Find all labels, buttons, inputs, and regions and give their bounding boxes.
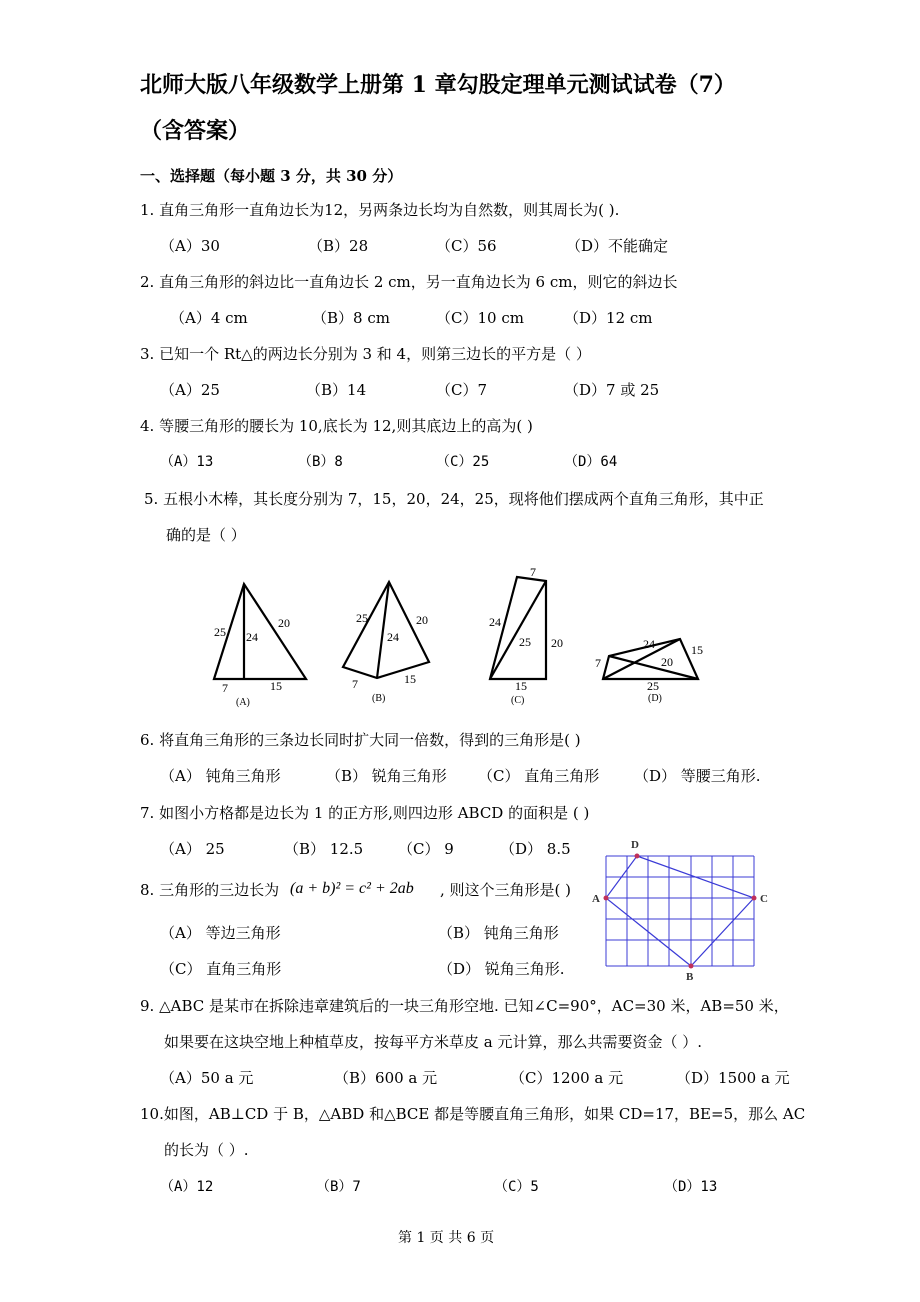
q1-option-a: （A）30 xyxy=(160,237,220,255)
vertex-point-d xyxy=(635,854,640,859)
q3-option-b: （B）14 xyxy=(306,381,367,399)
fig-c-caption: (C) xyxy=(511,695,525,706)
q8-option-d: （D） 锐角三角形. xyxy=(438,960,565,978)
quadrilateral-abcd xyxy=(606,856,754,966)
q8-option-a: （A） 等边三角形 xyxy=(160,924,281,942)
fig-a-label-7: 7 xyxy=(222,681,228,695)
question-5-stem-cont: 确的是（ ） xyxy=(166,526,246,544)
q7-grid xyxy=(606,856,754,966)
vertex-point-b xyxy=(689,964,694,969)
vertex-label-d: D xyxy=(631,839,639,851)
fig-b-caption: (B) xyxy=(372,693,386,704)
fig-c-label-7: 7 xyxy=(530,565,536,579)
vertex-label-b: B xyxy=(686,971,694,983)
q10-option-b: （B）7 xyxy=(316,1179,361,1195)
q4-option-d: （D）64 xyxy=(564,454,618,470)
question-10-stem-cont: 的长为（ ）. xyxy=(164,1141,249,1159)
question-6-stem: 6. 将直角三角形的三条边长同时扩大同一倍数，得到的三角形是( ) xyxy=(140,731,581,749)
question-8-stem-pre: 8. 三角形的三边长为 xyxy=(140,881,280,899)
fig-c-label-15: 15 xyxy=(515,679,527,693)
q7-option-d: （D） 8.5 xyxy=(500,840,571,858)
fig-b-label-20: 20 xyxy=(416,613,428,627)
q10-option-d: （D）13 xyxy=(664,1179,718,1195)
section-heading: 一、选择题（每小题 3 分，共 30 分） xyxy=(140,167,403,185)
page-title: 北师大版八年级数学上册第 1 章勾股定理单元测试试卷（7） xyxy=(140,72,736,98)
fig-c-label-24: 24 xyxy=(489,615,501,629)
q3-option-a: （A）25 xyxy=(160,381,220,399)
q1-option-b: （B）28 xyxy=(308,237,369,255)
q7-option-b: （B） 12.5 xyxy=(284,840,364,858)
q2-option-b: （B）8 cm xyxy=(312,309,390,327)
q4-option-b: （B）8 xyxy=(298,454,343,470)
vertex-point-c xyxy=(752,896,757,901)
question-4-stem: 4. 等腰三角形的腰长为 10,底长为 12,则其底边上的高为( ) xyxy=(140,417,533,435)
question-7-stem: 7. 如图小方格都是边长为 1 的正方形,则四边形 ABCD 的面积是 ( ) xyxy=(140,804,590,822)
fig-d-label-20: 20 xyxy=(661,655,673,669)
fig-b-label-7: 7 xyxy=(352,677,358,691)
q1-option-c: （C）56 xyxy=(436,237,497,255)
fig-a-label-25: 25 xyxy=(214,625,226,639)
question-8-formula: (a + b)² = c² + 2ab xyxy=(290,880,414,897)
q4-option-c: （C）25 xyxy=(436,454,490,470)
q6-option-b: （B） 锐角三角形 xyxy=(326,767,447,785)
question-9-stem: 9. △ABC 是某市在拆除违章建筑后的一块三角形空地. 已知∠C=90°，AC=30 米，AB=50 米， xyxy=(140,997,789,1015)
fig-d-label-15: 15 xyxy=(691,643,703,657)
q2-option-c: （C）10 cm xyxy=(436,309,524,327)
q9-option-a: （A）50 a 元 xyxy=(160,1069,254,1087)
question-3-stem: 3. 已知一个 Rt△的两边长分别为 3 和 4，则第三边长的平方是（ ） xyxy=(140,345,591,363)
q1-option-d: （D）不能确定 xyxy=(566,237,669,255)
q7-option-a: （A） 25 xyxy=(160,840,225,858)
q6-option-d: （D） 等腰三角形. xyxy=(634,767,761,785)
q3-option-c: （C）7 xyxy=(436,381,488,399)
fig-d-label-25: 25 xyxy=(647,679,659,693)
fig-b-label-25: 25 xyxy=(356,611,368,625)
q2-option-a: （A）4 cm xyxy=(170,309,248,327)
question-10-stem: 10.如图，AB⊥CD 于 B，△ABD 和△BCE 都是等腰直角三角形，如果 CD=17，BE=5，那么 AC xyxy=(140,1105,806,1123)
q10-option-a: （A）12 xyxy=(160,1179,214,1195)
q6-option-a: （A） 钝角三角形 xyxy=(160,767,281,785)
q2-option-d: （D）12 cm xyxy=(564,309,653,327)
vertex-label-c: C xyxy=(760,893,768,905)
q9-option-d: （D）1500 a 元 xyxy=(676,1069,790,1087)
q8-option-b: （B） 钝角三角形 xyxy=(438,924,559,942)
fig-a-label-20: 20 xyxy=(278,616,290,630)
vertex-label-a: A xyxy=(592,893,600,905)
question-2-stem: 2. 直角三角形的斜边比一直角边长 2 cm，另一直角边长为 6 cm，则它的斜边长 xyxy=(140,273,678,291)
vertex-point-a xyxy=(604,896,609,901)
page-footer: 第 1 页 共 6 页 xyxy=(398,1230,495,1246)
fig-d-label-7: 7 xyxy=(595,656,601,670)
page-subtitle: （含答案） xyxy=(140,118,251,144)
fig-a-label-15: 15 xyxy=(270,679,282,693)
fig-a-label-24: 24 xyxy=(246,630,258,644)
q8-option-c: （C） 直角三角形 xyxy=(160,960,282,978)
q4-option-a: （A）13 xyxy=(160,454,214,470)
fig-b-label-24: 24 xyxy=(387,630,399,644)
fig-d-caption: (D) xyxy=(648,693,662,704)
fig-c-label-20: 20 xyxy=(551,636,563,650)
fig-c-label-25: 25 xyxy=(519,635,531,649)
q9-option-b: （B）600 a 元 xyxy=(334,1069,438,1087)
fig-d-label-24: 24 xyxy=(643,637,655,651)
q7-option-c: （C） 9 xyxy=(398,840,454,858)
fig-b-label-15: 15 xyxy=(404,672,416,686)
q9-option-c: （C）1200 a 元 xyxy=(510,1069,624,1087)
fig-a-caption: (A) xyxy=(236,697,250,708)
q3-option-d: （D）7 或 25 xyxy=(564,381,660,399)
q10-option-c: （C）5 xyxy=(494,1179,539,1195)
question-1-stem: 1. 直角三角形一直角边长为12，另两条边长均为自然数，则其周长为( ). xyxy=(140,201,620,219)
question-5-stem: 5. 五根小木棒，其长度分别为 7，15，20，24，25，现将他们摆成两个直角三角形，其中正 xyxy=(144,490,764,508)
question-8-stem-post: , 则这个三角形是( ) xyxy=(440,881,572,899)
question-9-stem-cont: 如果要在这块空地上种植草皮，按每平方米草皮 a 元计算，那么共需要资金（ ）. xyxy=(164,1033,703,1051)
q6-option-c: （C） 直角三角形 xyxy=(478,767,600,785)
